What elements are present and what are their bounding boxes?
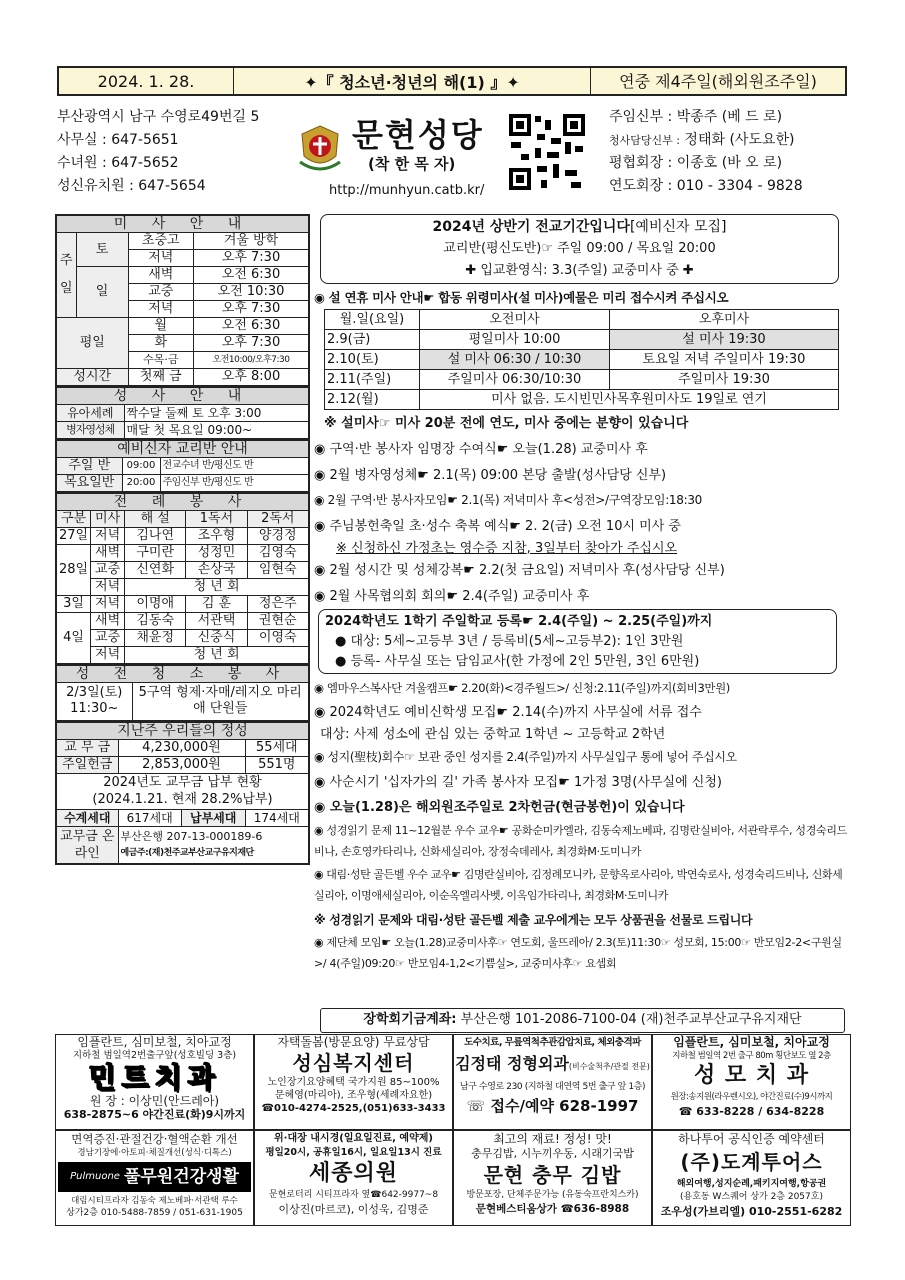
lunar-note: ※ 설미사☞ 미사 20분 전에 연도, 미사 중에는 분향이 있습니다 bbox=[324, 416, 689, 431]
mass-cell: 오전10:00/오후7:30 bbox=[194, 352, 309, 369]
notice-item: ※ 성경읽기 문제와 대림·성탄 골든벨 제출 교우에게는 모두 상품권을 선물로 드립니다 bbox=[314, 913, 753, 927]
mass-cell: 수목·금 bbox=[128, 352, 194, 369]
ad-line: 남구 수영로 230 (지하철 대연역 5번 출구 앞 1층) bbox=[459, 1082, 646, 1092]
liturgical-week: 연중 제4주일(해외원조주일) bbox=[590, 68, 845, 94]
ad-line: 지하철 범일역 2번 출구 80m 횡단보도 옆 2층 bbox=[672, 1051, 831, 1061]
altar-cell: 청 년 회 bbox=[125, 579, 309, 596]
altar-cell: 김나연 bbox=[125, 528, 186, 545]
offering-cell: 교 무 금 bbox=[56, 739, 118, 756]
altar-cell: 28일 bbox=[56, 545, 91, 596]
ad-name: 문현 충무 김밥 bbox=[483, 1163, 622, 1187]
catechumen-cell: 주임신부 반/평신도 반 bbox=[160, 475, 309, 493]
ad-line: 문현베스티움상가 ☎636-8988 bbox=[475, 1203, 630, 1215]
bank-account: 부산은행 207-13-000189-6 bbox=[120, 829, 263, 843]
sacrament-cell: 짝수달 둘째 토 오후 3:00 bbox=[124, 405, 309, 422]
schedule-cell: 토요일 저녁 주일미사 19:30 bbox=[610, 350, 839, 370]
evangelization-box bbox=[320, 214, 839, 284]
ad-seongmo-dental[interactable] bbox=[652, 1034, 851, 1130]
ad-line: 문현로터리 시티프라자 옆☎642-9977~8 bbox=[268, 1190, 439, 1200]
mass-title: 미 사 안 내 bbox=[56, 215, 309, 233]
schedule-cell: 미사 없음. 도시빈민사목후원미사도 19일로 연기 bbox=[420, 390, 839, 410]
offering-cell: 551명 bbox=[245, 756, 309, 773]
sacrament-table bbox=[55, 387, 310, 440]
mass-cell: 새벽 bbox=[128, 267, 194, 284]
sunday-label: 주일 bbox=[56, 233, 76, 318]
altar-cell: 구미란 bbox=[125, 545, 186, 562]
altar-head: 미사 bbox=[91, 511, 125, 528]
mass-cell: 오후 7:30 bbox=[194, 301, 309, 318]
parish-url[interactable]: http://munhyun.catb.kr/ bbox=[329, 183, 485, 198]
address: 부산광역시 남구 수영로49번길 5 bbox=[57, 109, 260, 125]
altar-cell: 저녁 bbox=[91, 579, 125, 596]
altar-cell: 4일 bbox=[56, 613, 91, 665]
offering-cell: 4,230,000원 bbox=[118, 739, 245, 756]
altar-cell: 성정민 bbox=[186, 545, 247, 562]
altar-cell: 신연화 bbox=[125, 562, 186, 579]
altar-cell: 3일 bbox=[56, 596, 91, 613]
altar-cell: 권현순 bbox=[247, 613, 309, 630]
notice-item: ◉ 대림·성탄 골든벨 우수 교우☛ 김명란실비아, 김정례모니카, 문향옥로사리아, 박연숙로사, 성경숙리드비나, 신화세실리아, 이명애세실리아, 이순옥엘리사벳, 이옥임가타리나, 최경화M·도미니카 bbox=[314, 868, 843, 902]
parish-staff bbox=[609, 106, 803, 198]
offering-cell: 납부세대 bbox=[181, 809, 245, 826]
cleaning-table bbox=[55, 665, 310, 722]
altar-cell: 이영숙 bbox=[247, 630, 309, 647]
welcome-ceremony: ✚ 입교환영식: 3.3(주일) 교중미사 중 ✚ bbox=[465, 263, 694, 278]
mass-table bbox=[55, 214, 310, 387]
catechumen-title: 예비신자 교리반 안내 bbox=[56, 441, 309, 458]
notice-item: ※ 신청하신 가정초는 영수증 지참, 3일부터 찾아가 주십시오 bbox=[336, 541, 678, 556]
mass-cell: 겨울 방학 bbox=[194, 233, 309, 250]
offering-table bbox=[55, 722, 310, 866]
offering-cell: 2,853,000원 bbox=[118, 756, 245, 773]
notice-item: ◉ 주님봉헌축일 초·성수 축복 예식☛ 2. 2(금) 오전 10시 미사 중 bbox=[314, 518, 681, 534]
ads-section bbox=[55, 1034, 851, 1226]
ad-kim-orthopedics[interactable] bbox=[453, 1034, 652, 1130]
altar-cell: 김동숙 bbox=[125, 613, 186, 630]
ad-line: 위·대장 내시경(일요일진료, 예약제) bbox=[274, 1133, 433, 1144]
altar-cell: 조우형 bbox=[186, 528, 247, 545]
parish-emblem-icon bbox=[296, 122, 344, 174]
saturday-label: 토 bbox=[76, 233, 128, 267]
dues-status bbox=[56, 773, 309, 809]
evangelization-title: 2024년 상반기 전교기간입니다 bbox=[432, 219, 630, 235]
ad-line: 자택돌봄(방문요양) 무료상담 bbox=[277, 1035, 430, 1049]
ad-name: 풀무원건강생활 bbox=[123, 1167, 239, 1187]
holy-hour-label: 성시간 bbox=[56, 369, 128, 387]
ad-line: 임플란트, 심미보철, 치아교정 bbox=[77, 1035, 232, 1049]
parish-contacts bbox=[57, 106, 259, 198]
ad-line: 하나투어 공식인증 예약센터 bbox=[678, 1132, 825, 1146]
scholarship-label: 장학회기금계좌: bbox=[363, 1012, 457, 1027]
altar-cell: 새벽 bbox=[91, 613, 125, 630]
catechumen-table bbox=[55, 440, 310, 493]
ad-name: 성 모 치 과 bbox=[694, 1063, 809, 1088]
schedule-cell: 주일미사 06:30/10:30 bbox=[420, 370, 610, 390]
altar-cell: 신중식 bbox=[186, 630, 247, 647]
notice-item: ◉ 제단체 모임☛ 오늘(1.28)교중미사후☞ 연도회, 울뜨레아/ 2.3(토)11:30☞ 성모회, 15:00☞ 반모임2-2<구원실>/ 4(주일)09:20☞ 반모임4-1,2<기쁨실>, 교중미사후☞ 요셉회 bbox=[314, 936, 842, 970]
offering-cell: 주일헌금 bbox=[56, 756, 118, 773]
ad-pulmuone[interactable] bbox=[55, 1130, 254, 1226]
convent-phone: 수녀원 : 647-5652 bbox=[57, 155, 179, 171]
sunday-school-box bbox=[318, 609, 837, 674]
notice-item: ◉ 성경읽기 문제 11~12월분 우수 교우☛ 공화순미카엘라, 김동숙제노베파, 김명란실비아, 서관락루수, 성경숙리드비나, 손호영카타리나, 신화세실리아, 장정숙데레사, 최경화M·도미니카 bbox=[314, 824, 848, 858]
schedule-cell: 설 미사 19:30 bbox=[610, 330, 839, 350]
mass-cell: 저녁 bbox=[128, 250, 194, 267]
cleaning-group: 5구역 형제·자매/레지오 마리애 단원들 bbox=[132, 683, 309, 721]
ad-line: 상가2층 010-5488-7859 / 051-631-1905 bbox=[66, 1208, 243, 1218]
mass-cell: 오전 6:30 bbox=[194, 318, 309, 335]
council-president: 평협회장 : 이종호 (바 오 로) bbox=[609, 155, 783, 171]
ad-line: 원 장 : 이상민(안드레아) bbox=[89, 1094, 220, 1108]
bulletin-date: 2024. 1. 28. bbox=[59, 68, 234, 94]
schedule-head: 오후미사 bbox=[610, 310, 839, 330]
mass-cell: 오전 6:30 bbox=[194, 267, 309, 284]
year-theme: ✦『 청소년·청년의 해(1) 』✦ bbox=[304, 72, 520, 92]
offering-cell: 55세대 bbox=[245, 739, 309, 756]
cleaning-date: 2/3일(토) 11:30~ bbox=[56, 683, 132, 721]
parish-motto: (착 한 목 자) bbox=[368, 155, 456, 173]
altar-head: 구분 bbox=[56, 511, 91, 528]
notice-item: ◉ 엠마우스복사단 겨울캠프☛ 2.20(화)<경주월드>/ 신청:2.11(주일)까지(회비3만원) bbox=[314, 681, 730, 695]
notice-item: ◉ 2월 병자영성체☛ 2.1(목) 09:00 본당 출발(성사담당 신부) bbox=[314, 467, 667, 483]
ad-line: 충무김밥, 시누끼우동, 시래기국밥 bbox=[471, 1147, 634, 1160]
ad-dogye-tours[interactable] bbox=[652, 1130, 851, 1226]
altar-cell: 양경정 bbox=[247, 528, 309, 545]
ad-brand: Pulmuone bbox=[70, 1171, 120, 1182]
lunar-newyear-notice: ◉ 설 연휴 미사 안내☛ 합동 위령미사(설 미사)예물은 미리 접수시켜 주십시오 bbox=[314, 290, 729, 305]
ad-name: 김정태 정형외과 bbox=[455, 1054, 569, 1073]
ad-line: 도수치료, 무릎역척추관감압치료, 체외충격파 bbox=[464, 1037, 641, 1048]
altar-cell: 청 년 회 bbox=[125, 647, 309, 665]
parish-name: 문현성당 bbox=[352, 116, 484, 154]
notice-item: ◉ 오늘(1.28)은 해외원조주일로 2차헌금(현금봉헌)이 있습니다 bbox=[314, 800, 685, 815]
altar-cell: 저녁 bbox=[91, 596, 125, 613]
mass-cell: 화 bbox=[128, 335, 194, 352]
ad-line: 면역증진·관절건강·혈액순환 개선 bbox=[71, 1132, 238, 1146]
schedule-cell: 설 미사 06:30 / 10:30 bbox=[420, 350, 610, 370]
ad-name: (주)도계투어스 bbox=[680, 1150, 823, 1174]
ad-line: 평일20시, 공휴일16시, 일요일13시 진료 bbox=[265, 1147, 442, 1158]
ad-seongsim-welfare[interactable] bbox=[254, 1034, 453, 1130]
altar-title: 전 례 봉 사 bbox=[56, 494, 309, 511]
dues-status-line: (2024.1.21. 현재 28.2%납부) bbox=[92, 792, 273, 807]
mass-cell: 교중 bbox=[128, 284, 194, 301]
ad-name: 세종의원 bbox=[308, 1161, 398, 1186]
notice-item: ◉ 성지(聖枝)회수☞ 보관 중인 성지를 2.4(주일)까지 사무실입구 통에 넣어 주십시오 bbox=[314, 750, 737, 764]
altar-cell: 27일 bbox=[56, 528, 91, 545]
sunday-school-detail: ● 대상: 5세~고등부 3년 / 등록비(5세~고등부2): 1인 3만원 bbox=[335, 634, 684, 649]
offering-cell: 수계세대 bbox=[56, 809, 118, 826]
mass-cell: 월 bbox=[128, 318, 194, 335]
catechumen-cell: 전교수녀 반/평신도 반 bbox=[160, 458, 309, 475]
bank-info bbox=[118, 826, 309, 864]
schedule-cell: 2.10(토) bbox=[325, 350, 420, 370]
ad-chungmu-gimbap[interactable] bbox=[453, 1130, 652, 1226]
mass-cell: 저녁 bbox=[128, 301, 194, 318]
altar-cell: 임현숙 bbox=[247, 562, 309, 579]
altar-cell: 교중 bbox=[91, 630, 125, 647]
scholarship-account bbox=[320, 1008, 845, 1033]
offering-title: 지난주 우리들의 정성 bbox=[56, 722, 309, 739]
altar-head: 해 설 bbox=[125, 511, 186, 528]
sacrament-cell: 유아세례 bbox=[56, 405, 124, 422]
yeondo-president: 연도회장 : 010 - 3304 - 9828 bbox=[609, 178, 803, 194]
notices bbox=[314, 214, 851, 976]
catechumen-cell: 주일 반 bbox=[56, 458, 122, 475]
catechumen-cell: 09:00 bbox=[122, 458, 160, 475]
schedule-cell: 주일미사 19:30 bbox=[610, 370, 839, 390]
ad-line: 임플란트, 심미보철, 치아교정 bbox=[673, 1035, 830, 1049]
ad-line: 조우성(가브리엘) 010-2551-6282 bbox=[660, 1205, 843, 1218]
ad-line: ☎ 633-8228 / 634-8228 bbox=[678, 1105, 825, 1118]
mass-cell: 오후 7:30 bbox=[194, 335, 309, 352]
notice-list bbox=[314, 437, 851, 609]
office-phone: 사무실 : 647-5651 bbox=[57, 132, 179, 148]
ad-line: 방문포장, 단체주문가능 (유동숙프란치스카) bbox=[466, 1190, 639, 1200]
altar-cell: 새벽 bbox=[91, 545, 125, 562]
schedule-cell: 2.11(주일) bbox=[325, 370, 420, 390]
ad-banner bbox=[58, 1162, 251, 1192]
schedule-head: 월.일(요일) bbox=[325, 310, 420, 330]
altar-service-table bbox=[55, 493, 310, 665]
notice-item: ◉ 2024학년도 예비신학생 모집☛ 2.14(수)까지 사무실에 서류 접수 bbox=[314, 705, 702, 720]
lunar-mass-schedule bbox=[324, 309, 839, 410]
bank-label: 교무금 온라인 bbox=[56, 826, 118, 864]
altar-cell: 정은주 bbox=[247, 596, 309, 613]
ad-line: (용호동 W스퀘어 상가 2층 2057호) bbox=[680, 1192, 823, 1202]
ad-line: 원장:송지원(라우렌시오), 야간진료(수)9시까지 bbox=[670, 1092, 833, 1102]
ad-sejong-clinic[interactable] bbox=[254, 1130, 453, 1226]
offering-cell: 174세대 bbox=[245, 809, 309, 826]
ad-line: 지하철 범일역2번출구앞(성호빌딩 3층) bbox=[72, 1050, 237, 1061]
altar-cell: 김영숙 bbox=[247, 545, 309, 562]
ad-line: 노인장기요양혜택 국가지원 85~100% bbox=[267, 1077, 440, 1088]
ad-name: 민트치과 bbox=[88, 1061, 221, 1094]
ad-line: 638-2875~6 야간진료(화)9시까지 bbox=[63, 1108, 246, 1121]
ad-line: 문혜영(마리아), 조우형(세례자요한) bbox=[274, 1090, 433, 1101]
mass-cell: 오전 10:30 bbox=[194, 284, 309, 301]
pastor: 주임신부 : 박종주 (베 드 로) bbox=[609, 109, 783, 125]
altar-cell: 교중 bbox=[91, 562, 125, 579]
catechumen-cell: 20:00 bbox=[122, 475, 160, 493]
notice-item: ◉ 구역·반 봉사자 임명장 수여식☛ 오늘(1.28) 교중미사 후 bbox=[314, 442, 648, 457]
ad-line: ☏ 접수/예약 628-1997 bbox=[466, 1097, 639, 1115]
top-bar bbox=[57, 66, 847, 96]
catechumen-cell: 목요일반 bbox=[56, 475, 122, 493]
bank-holder: 예금주:(재)천주교부산교구유지재단 bbox=[120, 847, 254, 858]
assistant-priest: 정태화 (사도요한) bbox=[684, 132, 795, 148]
assistant-label: 청사담당신부 : bbox=[609, 134, 680, 147]
dues-status-line: 2024년도 교무금 납부 현황 bbox=[103, 775, 262, 790]
notice-item: ◉ 사순시기 '십자가의 길' 가족 봉사자 모집☛ 1가정 3명(사무실에 신청) bbox=[314, 775, 722, 790]
mass-cell: 오후 7:30 bbox=[194, 250, 309, 267]
ad-line: 최고의 재료! 정성! 맛! bbox=[493, 1132, 612, 1146]
altar-cell: 저녁 bbox=[91, 647, 125, 665]
sunday-school-title: 2024학년도 1학기 주일학교 등록☛ 2.4(주일) ~ 2.25(주일)까지 bbox=[325, 614, 713, 629]
kindergarten-phone: 성신유치원 : 647-5654 bbox=[57, 178, 206, 194]
altar-head: 2독서 bbox=[247, 511, 309, 528]
sacrament-title: 성 사 안 내 bbox=[56, 388, 309, 405]
notice-item: ◉ 2월 구역·반 봉사자모임☛ 2.1(목) 저녁미사 후<성전>/구역장모임:18:30 bbox=[314, 493, 703, 507]
notice-item: ◉ 2월 성시간 및 성체강복☛ 2.2(첫 금요일) 저녁미사 후(성사담당 신부) bbox=[314, 563, 725, 578]
sunday-day-label: 일 bbox=[76, 267, 128, 318]
ad-line: ☎010-4274-2525,(051)633-3433 bbox=[261, 1103, 446, 1114]
mass-cell: 초중고 bbox=[128, 233, 194, 250]
altar-head: 1독서 bbox=[186, 511, 247, 528]
altar-cell: 이명애 bbox=[125, 596, 186, 613]
altar-cell: 손상국 bbox=[186, 562, 247, 579]
ad-line: 해외여행,성지순례,패키지여행,항공권 bbox=[676, 1179, 827, 1189]
scholarship-info: 부산은행 101-2086-7100-04 (재)천주교부산교구유지재단 bbox=[460, 1012, 802, 1027]
holy-hour-time: 오후 8:00 bbox=[194, 369, 309, 387]
schedule-cell: 평일미사 10:00 bbox=[420, 330, 610, 350]
schedule-cell: 2.12(월) bbox=[325, 390, 420, 410]
left-sidebar bbox=[55, 214, 310, 865]
ad-name: 성심복지센터 bbox=[292, 1051, 415, 1075]
notice-item: 대상: 사제 성소에 관심 있는 중학교 1학년 ~ 고등학교 2학년 bbox=[320, 727, 666, 742]
catechism-times: 교리반(평신도반)☞ 주일 09:00 / 목요일 20:00 bbox=[443, 241, 716, 256]
evangelization-subtitle: [예비신자 모집] bbox=[629, 219, 727, 235]
weekday-label: 평일 bbox=[56, 318, 128, 369]
ad-line: 이상진(마르코), 이성욱, 김명준 bbox=[278, 1203, 429, 1216]
sacrament-cell: 병자영성체 bbox=[56, 422, 124, 440]
altar-cell: 김 훈 bbox=[186, 596, 247, 613]
schedule-head: 오전미사 bbox=[420, 310, 610, 330]
qr-code-icon[interactable] bbox=[507, 112, 587, 192]
notice-list-2 bbox=[314, 676, 851, 976]
sacrament-cell: 매달 첫 목요일 09:00~ bbox=[124, 422, 309, 440]
holy-hour-day: 첫째 금 bbox=[128, 369, 194, 387]
schedule-cell: 2.9(금) bbox=[325, 330, 420, 350]
cleaning-title: 성 전 청 소 봉 사 bbox=[56, 666, 309, 683]
ad-line: 경남기장에·아토피·체질개선(성식·디톡스) bbox=[77, 1148, 232, 1158]
altar-cell: 저녁 bbox=[91, 528, 125, 545]
altar-cell: 채윤정 bbox=[125, 630, 186, 647]
altar-cell: 서관택 bbox=[186, 613, 247, 630]
sunday-school-detail: ● 등록- 사무실 또는 담임교사(한 가정에 2인 5만원, 3인 6만원) bbox=[335, 654, 700, 669]
offering-cell: 617세대 bbox=[118, 809, 181, 826]
ad-line: (비수술척추/관절 전문) bbox=[568, 1062, 650, 1071]
notice-item: ◉ 2월 사목협의회 회의☛ 2.4(주일) 교중미사 후 bbox=[314, 588, 590, 604]
ad-mint-dental[interactable] bbox=[55, 1034, 254, 1130]
ad-line: 대림시티프라자 김동숙 제노베파·서관택 루수 bbox=[71, 1196, 238, 1206]
